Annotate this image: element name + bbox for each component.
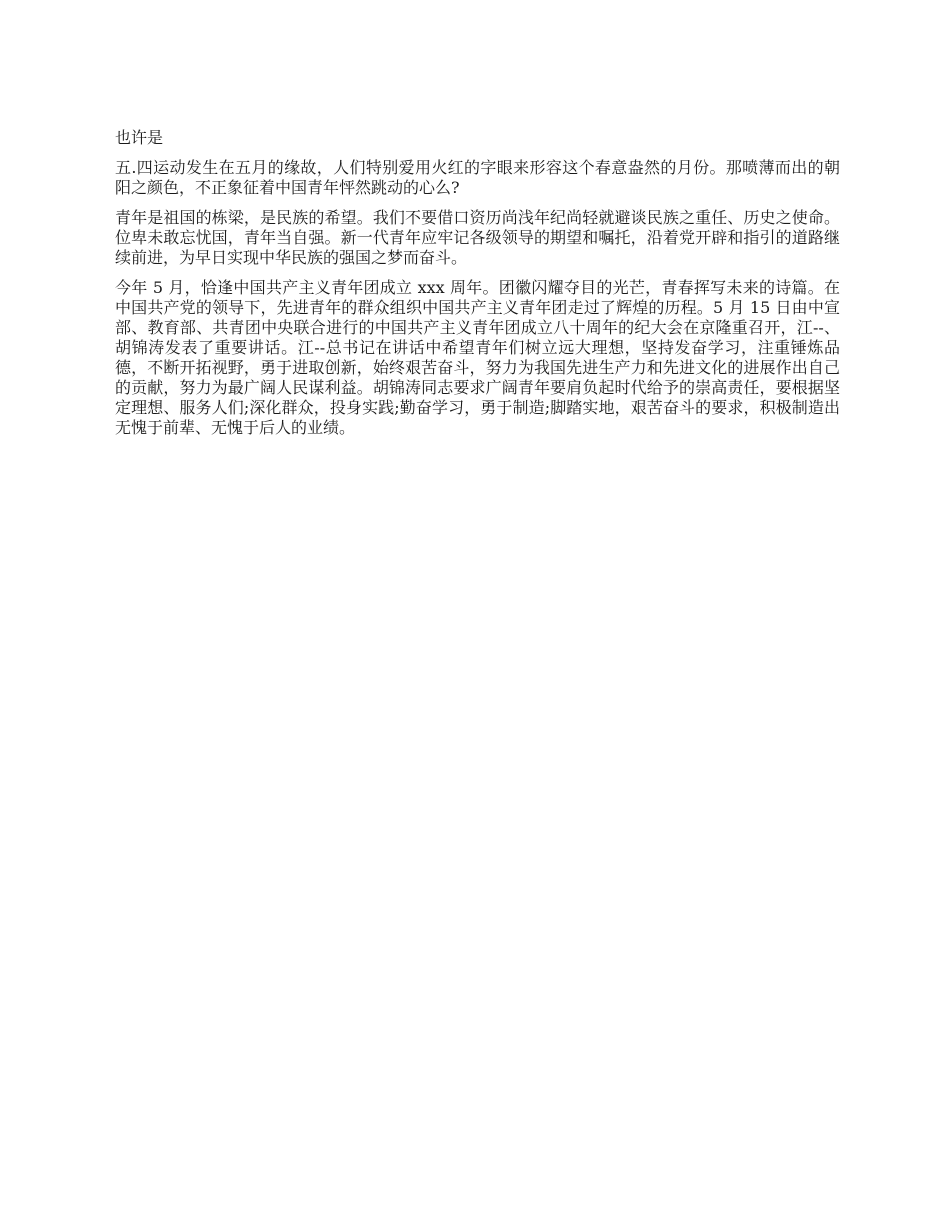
- paragraph-youth-hope: 青年是祖国的栋梁，是民族的希望。我们不要借口资历尚浅年纪尚轻就避谈民族之重任、历史之使命。位卑未敢忘忧国，青年当自强。新一代青年应牢记各级领导的期望和嘱托，沿着党开辟和指引的道路继续前进，为早日实现中华民族的强国之梦而奋斗。: [115, 208, 840, 267]
- paragraph-may-fourth: 五.四运动发生在五月的缘故，人们特别爱用火红的字眼来形容这个春意盎然的月份。那喷薄而出的朝阳之颜色，不正象征着中国青年怦然跳动的心么?: [115, 158, 840, 197]
- paragraph-intro: 也许是: [115, 128, 164, 147]
- paragraph-league-anniversary: 今年 5 月，恰逢中国共产主义青年团成立 xxx 周年。团徽闪耀夺目的光芒，青春挥写未来的诗篇。在中国共产党的领导下，先进青年的群众组织中国共产主义青年团走过了辉煌的历程。5 月 15 日由中宣部、教育部、共青团中央联合进行的中国共产主义青年团成立八十周年的纪大会在京隆重召开，江--、胡锦涛发表了重要讲话。江--总书记在讲话中希望青年们树立远大理想，坚持发奋学习，注重锤炼品德，不断开拓视野，勇于进取创新，始终艰苦奋斗，努力为我国先进生产力和先进文化的进展作出自己的贡献，努力为最广阔人民谋利益。胡锦涛同志要求广阔青年要肩负起时代给予的崇高责任，要根据坚定理想、服务人们;深化群众，投身实践;勤奋学习，勇于制造;脚踏实地，艰苦奋斗的要求，积极制造出无愧于前辈、无愧于后人的业绩。: [115, 278, 840, 437]
